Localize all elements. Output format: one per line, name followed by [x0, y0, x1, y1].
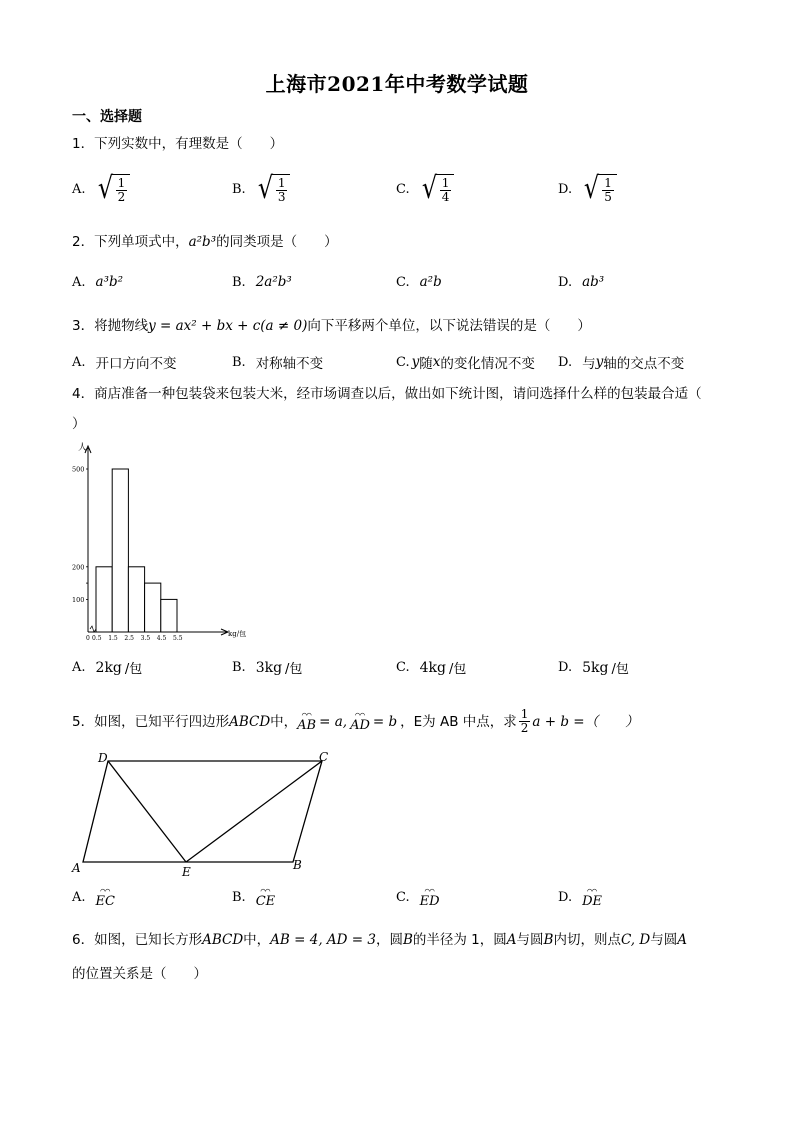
page-title: 上海市2021年中考数学试题	[265, 72, 529, 96]
option-unit: /包	[448, 662, 467, 677]
option-var: y	[595, 354, 604, 370]
section-heading: 一、选择题	[72, 109, 142, 125]
q6-var: C, D	[620, 932, 651, 948]
q2-stem-expr: a²b³	[188, 234, 217, 250]
denominator: 3	[277, 190, 286, 204]
q2-option-a	[72, 274, 123, 290]
parallelogram-abcd	[83, 761, 322, 862]
option-letter: A.	[72, 354, 86, 370]
histogram-bar	[161, 599, 177, 632]
numerator: 1	[441, 176, 450, 190]
option-value: 2kg	[95, 659, 122, 676]
label-a: A	[72, 861, 81, 875]
q1-option-b	[232, 170, 290, 208]
q1-stem: 1．下列实数中，有理数是（ ）	[72, 136, 284, 152]
option-value: 3kg	[255, 659, 283, 676]
vector-label: AD	[350, 718, 370, 733]
q4-stem: 4．商店准备一种包装袋来包装大米，经市场调查以后，做出如下统计图，请问选择什么样的包装最合适（	[72, 386, 702, 402]
q3-stem-expr: y = ax² + bx + c(a ≠ 0)	[148, 318, 308, 334]
q6-name: ABCD	[202, 932, 244, 948]
denominator: 2	[520, 721, 529, 735]
x-tick-label: 3.5	[140, 635, 151, 642]
option-expr: a³b²	[95, 274, 124, 290]
q2-option-b	[232, 274, 292, 290]
vector-label: ED	[419, 894, 440, 909]
q4-option-d	[558, 658, 629, 677]
x-tick-label: 0.5	[92, 635, 102, 642]
q6-line2: 的位置关系是（ ）	[72, 966, 207, 982]
y-axis-label: 人	[78, 443, 88, 453]
q3-stem	[72, 316, 591, 336]
label-e: E	[182, 865, 191, 878]
vector-ab: ⌒⌒ AB	[297, 710, 317, 733]
q6-line1	[72, 930, 687, 950]
option-text: 随	[419, 356, 433, 372]
q1-option-c	[396, 170, 454, 208]
q5-stem-name: ABCD	[229, 713, 271, 730]
denominator: 4	[441, 190, 450, 204]
option-letter: A.	[72, 660, 86, 675]
q2-stem-pre: 2．下列单项式中，	[72, 234, 189, 250]
x-tick-label: 0	[86, 635, 90, 642]
q5-stem-e: ，E为 AB 中点，求	[400, 713, 517, 730]
option-letter: A.	[72, 274, 86, 290]
q5-vec2-eq: = b	[372, 713, 398, 730]
parallelogram-figure	[66, 748, 336, 878]
q5-option-c	[396, 886, 440, 909]
y-tick-label: 100	[72, 595, 85, 604]
vector-ad: ⌒⌒ AD	[350, 710, 370, 733]
option-expr: 2a²b³	[255, 274, 292, 290]
q5-stem	[72, 708, 639, 735]
option-letter: D.	[558, 274, 573, 290]
segment-de	[108, 761, 186, 862]
chart-bars	[96, 469, 177, 632]
option-letter: C.	[396, 890, 410, 905]
segment-ec	[186, 761, 322, 862]
q6-text: 与圆	[650, 932, 678, 948]
q3-option-a	[72, 352, 177, 372]
q5-stem-mid: 中，	[270, 713, 298, 730]
option-letter: D.	[558, 890, 573, 905]
histogram-chart	[60, 440, 270, 650]
numerator: 1	[117, 176, 126, 190]
option-letter: B.	[232, 660, 246, 675]
option-letter: B.	[232, 274, 246, 290]
option-letter: A.	[72, 181, 86, 197]
option-text: 开口方向不变	[95, 356, 177, 372]
histogram-bar	[145, 583, 161, 632]
histogram-bar	[112, 469, 128, 632]
q4-option-c	[396, 658, 466, 677]
q4-stem-tail: ）	[72, 416, 86, 432]
q5-option-a	[72, 886, 115, 909]
option-value: 4kg	[419, 659, 446, 676]
q2-stem	[72, 232, 338, 252]
q6-text: 的半径为 1，圆	[412, 932, 507, 948]
q6-text: 中，	[243, 932, 271, 948]
option-text: 的变化情况不变	[440, 356, 535, 372]
option-text: 轴的交点不变	[603, 356, 685, 372]
q3-stem-post: 向下平移两个单位，以下说法错误的是（ ）	[307, 318, 591, 334]
label-c: C	[319, 750, 329, 764]
vector-label: AB	[297, 718, 317, 733]
numerator: 1	[520, 707, 529, 721]
option-unit: /包	[124, 662, 143, 677]
sqrt-expr: √ $\frac{1}{5}$	[582, 170, 617, 208]
q6-var: B	[402, 932, 413, 948]
option-expr: a²b	[419, 274, 442, 290]
option-var: y	[411, 354, 420, 370]
x-tick-label: 2.5	[124, 635, 134, 642]
option-letter: C.	[396, 274, 410, 290]
label-b: B	[293, 858, 302, 872]
denominator: 2	[117, 190, 126, 204]
option-letter: C.	[396, 181, 410, 197]
q4-option-a	[72, 658, 142, 677]
q2-option-c	[396, 274, 442, 290]
option-letter: B.	[232, 181, 246, 197]
vector-label: EC	[95, 894, 115, 909]
y-tick-label: 500	[72, 465, 85, 474]
q2-option-d	[558, 274, 604, 290]
numerator: 1	[277, 176, 286, 190]
q4-option-b	[232, 658, 302, 677]
vector-label: CE	[255, 894, 276, 909]
vector-ec: ⌒⌒ EC	[95, 886, 115, 909]
option-letter: B.	[232, 890, 246, 905]
numerator: 1	[604, 176, 612, 190]
q6-cond: AB = 4, AD = 3	[270, 932, 376, 948]
option-text: 对称轴不变	[255, 356, 324, 372]
option-unit: /包	[285, 662, 303, 677]
q3-stem-pre: 3．将抛物线	[72, 318, 149, 334]
q6-var: B	[543, 932, 554, 948]
q5-option-b	[232, 886, 275, 909]
option-letter: C.	[396, 660, 410, 675]
q6-var: A	[506, 932, 517, 948]
option-letter: B.	[232, 354, 246, 370]
x-axis-label: kg/包	[228, 630, 247, 638]
q3-option-c	[396, 352, 535, 372]
label-d: D	[98, 751, 108, 765]
q5-expr-tail: a + b =（ ）	[532, 713, 639, 730]
q2-stem-post: 的同类项是（ ）	[216, 234, 338, 250]
q3-option-b	[232, 352, 323, 372]
q6-text: 6．如图，已知长方形	[72, 932, 203, 948]
option-letter: C.	[396, 354, 410, 370]
vector-label: DE	[582, 894, 603, 909]
q6-text: 内切，则点	[553, 932, 621, 948]
axis-break-mark	[90, 626, 96, 632]
sqrt-expr: √ $\frac{1}{3}$	[256, 170, 291, 208]
q6-text: 与圆	[516, 932, 544, 948]
option-expr: ab³	[582, 274, 605, 290]
histogram-bar	[96, 567, 112, 632]
x-tick-label: 1.5	[108, 635, 118, 642]
denominator: 5	[604, 190, 612, 204]
option-letter: D.	[558, 660, 573, 675]
q3-option-d	[558, 352, 684, 372]
option-value: 5kg	[582, 659, 609, 676]
option-var: x	[432, 354, 441, 370]
x-tick-label: 5.5	[173, 635, 183, 642]
q1-option-a	[72, 170, 130, 208]
q5-option-d	[558, 886, 602, 909]
q5-stem-pre: 5．如图，已知平行四边形	[72, 713, 230, 730]
vector-ed: ⌒⌒ ED	[419, 886, 440, 909]
x-tick-label: 4.5	[156, 635, 167, 642]
q1-option-d	[558, 170, 617, 208]
option-letter: D.	[558, 354, 573, 370]
option-unit: /包	[611, 662, 629, 677]
option-letter: A.	[72, 890, 86, 905]
y-tick-label: 200	[72, 563, 85, 572]
histogram-bar	[128, 567, 144, 632]
q6-text: ，圆	[375, 932, 403, 948]
q6-var: A	[677, 932, 687, 948]
option-text: 与	[582, 356, 596, 372]
q5-fraction	[519, 708, 531, 735]
vector-de: ⌒⌒ DE	[582, 886, 603, 909]
q5-vec1-eq: = a,	[319, 713, 348, 730]
sqrt-expr: √ $\frac{1}{2}$	[96, 170, 131, 208]
option-letter: D.	[558, 181, 573, 197]
sqrt-expr: √ $\frac{1}{4}$	[420, 170, 455, 208]
vector-ce: ⌒⌒ CE	[255, 886, 276, 909]
